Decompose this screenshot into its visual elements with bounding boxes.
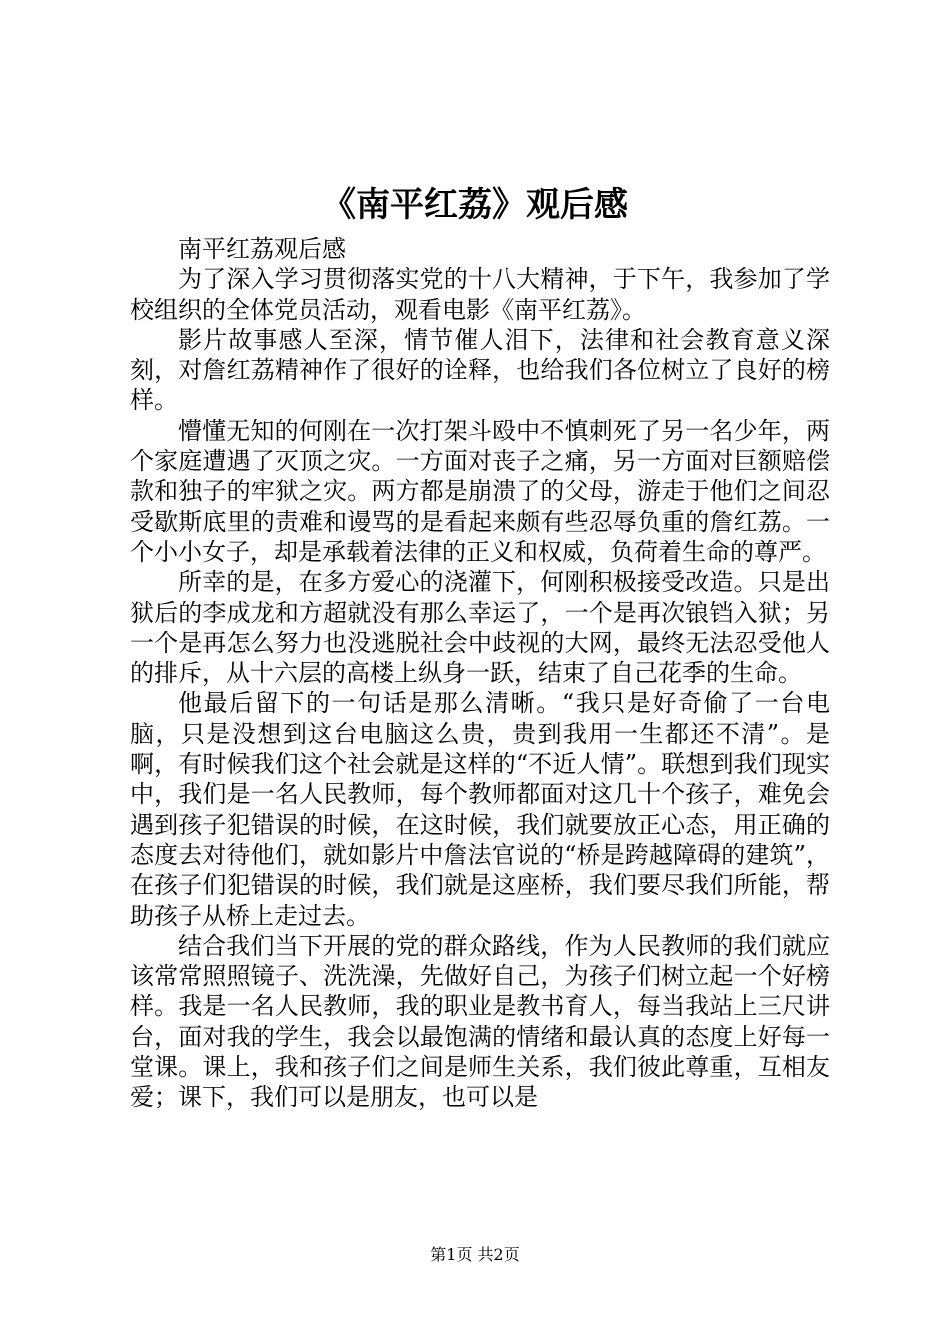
paragraph: 南平红荔观后感 <box>178 235 346 263</box>
document-body <box>130 234 830 1113</box>
paragraph: 懵懂无知的何刚在一次打架斗殴中不慎刺死了另一名少年，两个家庭遭遇了灭顶之灾。一方面对丧子之痛，另一方面对巨额赔偿款和独子的牢狱之灾。两方都是崩溃了的父母，游走于他们之间忍受歇斯底里的责难和谩骂的是看起来颇有些忍辱负重的詹红荔。一个小小女子，却是承载着法律的正义和权威，负荷着生命的尊严。 <box>130 416 830 566</box>
paragraph: 所幸的是，在多方爱心的浇灌下，何刚积极接受改造。只是出狱后的李成龙和方超就没有那么幸运了，一个是再次锒铛入狱；另一个是再怎么努力也没逃脱社会中歧视的大网，最终无法忍受他人的排斥，从十六层的高楼上纵身一跃，结束了自己花季的生命。 <box>130 568 830 688</box>
paragraph: 影片故事感人至深，情节催人泪下，法律和社会教育意义深刻，对詹红荔精神作了很好的诠释，也给我们各位树立了良好的榜样。 <box>130 325 830 415</box>
paragraph: 为了深入学习贯彻落实党的十八大精神，于下午，我参加了学校组织的全体党员活动，观看电影《南平红荔》。 <box>130 265 830 324</box>
paragraph: 他最后留下的一句话是那么清晰。“我只是好奇偷了一台电脑，只是没想到这台电脑这么贵，贵到我用一生都还不清”。是啊，有时候我们这个社会就是这样的“不近人情”。联想到我们现实中，我们是一名人民教师，每个教师都面对这几十个孩子，难免会遇到孩子犯错误的时候，在这时候，我们就要放正心态，用正确的态度去对待他们，就如影片中詹法官说的“桥是跨越障碍的建筑”，在孩子们犯错误的时候，我们就是这座桥，我们要尽我们所能，帮助孩子从桥上走过去。 <box>130 689 830 930</box>
page-footer: 第1页 共2页 <box>430 1245 520 1264</box>
document-title: 《南平红荔》观后感 <box>322 185 628 225</box>
paragraph: 结合我们当下开展的党的群众路线，作为人民教师的我们就应该常常照照镜子、洗洗澡，先做好自己，为孩子们树立起一个好榜样。我是一名人民教师，我的职业是教书育人，每当我站上三尺讲台，面对我的学生，我会以最饱满的情绪和最认真的态度上好每一堂课。课上，我和孩子们之间是师生关系，我们彼此尊重，互相友爱；课下，我们可以是朋友，也可以是 <box>130 931 830 1112</box>
